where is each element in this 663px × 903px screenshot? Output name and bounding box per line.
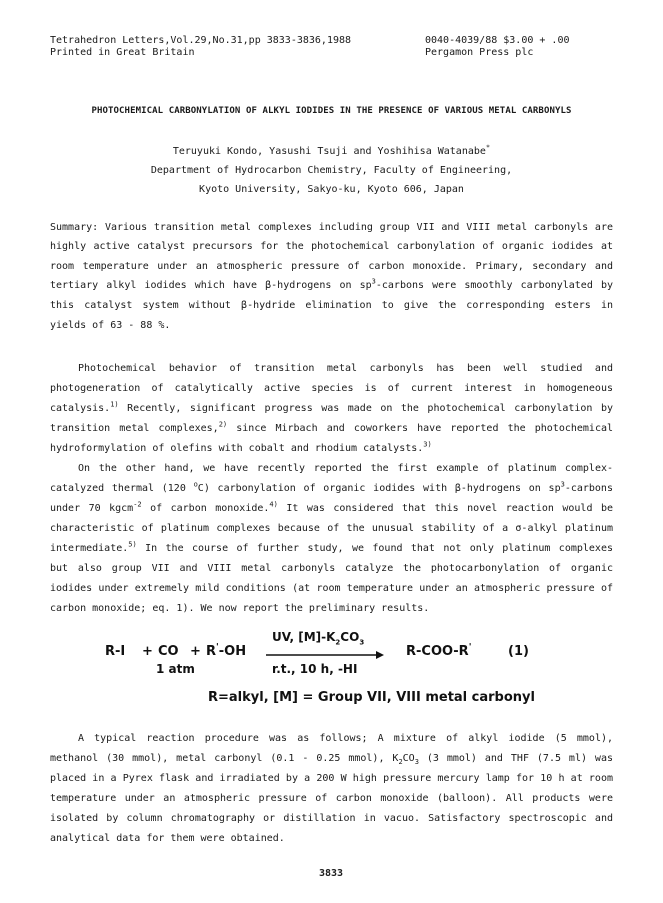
subscript: 2	[398, 758, 403, 766]
product-ester	[406, 644, 471, 659]
body-line	[50, 540, 613, 555]
superscript: 3	[371, 277, 376, 286]
body-line	[50, 753, 613, 765]
body-line: Photochemical behavior of transition metal carbonyls has been well studied and	[78, 363, 613, 374]
summary-line: highly active catalyst precursors for the photochemical carbonylation of organic iodides at	[50, 241, 613, 252]
reaction-arrow	[266, 650, 384, 660]
body-text: -carbons	[564, 483, 613, 494]
conditions-text: UV, [M]-K	[272, 630, 336, 644]
reference-mark: 1)	[110, 400, 119, 409]
reference-mark: 4)	[269, 500, 278, 509]
degree-mark: o	[193, 480, 198, 489]
body-text: catalyzed thermal (120	[50, 483, 194, 494]
body-line	[50, 440, 432, 455]
reaction-conditions-above	[272, 630, 365, 647]
body-text: In the course of further study, we found that not only platinum complexes	[136, 543, 613, 554]
body-line: characteristic of platinum complexes because of the unusual stability of a σ-alkyl platinum	[50, 523, 613, 534]
plus-sign: +	[190, 644, 201, 659]
body-line	[50, 400, 613, 415]
body-text: intermediate.	[50, 543, 129, 554]
body-text: hydroformylation of olefins with cobalt and rhodium catalysts.	[50, 443, 424, 454]
body-text: transition metal complexes,	[50, 423, 219, 434]
authors	[50, 143, 613, 158]
subscript: 3	[359, 638, 365, 647]
body-text: since Mirbach and coworkers have reported the photochemical	[227, 423, 613, 434]
summary-line: Summary: Various transition metal complexes including group VII and VIII metal carbonyls are	[50, 222, 613, 233]
body-text: (3 mmol) and THF (7.5 ml) was	[418, 753, 613, 764]
summary-line: yields of 63 - 88 %.	[50, 320, 171, 331]
body-line: isolated by column chromatography or distillation in vacuo. Satisfactory spectroscopic and	[50, 813, 613, 824]
reaction-conditions-below: r.t., 10 h, -HI	[272, 662, 358, 676]
body-line: A typical reaction procedure was as follows; A mixture of alkyl iodide (5 mmol),	[78, 733, 613, 744]
reactant-alkyl-iodide: R-I	[105, 644, 126, 659]
co-pressure: 1 atm	[156, 662, 195, 676]
conditions-text: CO	[340, 630, 360, 644]
body-text: under 70 kgcm	[50, 503, 134, 514]
plus-sign: +	[142, 644, 153, 659]
body-text: C) carbonylation of organic iodides with β-hydrogens on sp	[197, 483, 561, 494]
product-text: R-COO-R	[406, 644, 469, 659]
superscript: -2	[133, 500, 142, 509]
equation-number: (1)	[508, 644, 529, 659]
body-line: carbon monoxide; eq. 1). We now report the preliminary results.	[50, 603, 430, 614]
summary-line: room temperature under an atmospheric pressure of carbon monoxide. Primary, secondary and	[50, 261, 613, 272]
reaction-equation	[50, 630, 613, 710]
body-line: placed in a Pyrex flask and irradiated by a 200 W high pressure mercury lamp for 10 h at room	[50, 773, 613, 784]
affiliation-line-2: Kyoto University, Sakyo-ku, Kyoto 606, Japan	[199, 184, 464, 195]
prime-mark: '	[468, 642, 472, 653]
printed-location: Printed in Great Britain	[50, 47, 195, 58]
body-text: It was considered that this novel reaction would be	[277, 503, 613, 514]
body-line	[50, 500, 613, 515]
body-line: analytical data for them were obtained.	[50, 833, 285, 844]
body-text: of carbon monoxide.	[141, 503, 270, 514]
reference-mark: 5)	[128, 540, 137, 549]
reference-mark: 2)	[218, 420, 228, 429]
superscript: 3	[560, 480, 565, 489]
body-line: iodides under extremely mild conditions (at room temperature under an atmospheric pressure of	[50, 583, 613, 594]
body-line: On the other hand, we have recently reported the first example of platinum complex-	[78, 463, 613, 474]
article-title: PHOTOCHEMICAL CARBONYLATION OF ALKYL IODIDES IN THE PRESENCE OF VARIOUS METAL CARBONYLS	[91, 106, 572, 116]
subscript: 3	[414, 758, 419, 766]
body-text: methanol (30 mmol), metal carbonyl (0.1 - 0.25 mmol), K	[50, 753, 399, 764]
affiliation-line-1: Department of Hydrocarbon Chemistry, Faculty of Engineering,	[150, 165, 513, 176]
body-line	[50, 420, 613, 435]
body-line: but also group VII and VIII metal carbonyls catalyze the photocarbonylation of organic	[50, 563, 613, 574]
summary-text: -carbons were smoothly carbonylated by	[375, 280, 614, 291]
reactant-co: CO	[158, 644, 179, 659]
body-text: Recently, significant progress was made on the photochemical carbonylation by	[118, 403, 613, 414]
subscript: 2	[335, 638, 341, 647]
journal-citation: Tetrahedron Letters,Vol.29,No.31,pp 3833-3836,1988	[50, 35, 352, 46]
reactant-alcohol	[206, 644, 246, 659]
body-line: temperature under an atmospheric pressure of carbon monoxide (balloon). All products were	[50, 793, 613, 804]
page-number: 3833	[318, 868, 344, 879]
body-line: photogeneration of catalytically active species is of current interest in homogeneous	[50, 383, 613, 394]
alcohol-oh: -OH	[218, 644, 247, 659]
equation-legend: R=alkyl, [M] = Group VII, VIII metal carbonyl	[208, 690, 535, 705]
body-text: CO	[402, 753, 415, 764]
summary-line	[50, 277, 614, 292]
reference-mark: 3)	[423, 440, 432, 449]
author-names: Teruyuki Kondo, Yasushi Tsuji and Yoshihisa Watanabe	[172, 146, 486, 157]
summary-text: tertiary alkyl iodides which have β-hydrogens on sp	[50, 280, 372, 291]
summary-line: this catalyst system without β-hydride elimination to give the corresponding esters in	[50, 300, 613, 311]
alcohol-r: R	[206, 644, 217, 659]
body-line	[50, 480, 613, 495]
corresponding-author-mark: *	[485, 143, 491, 152]
prime-mark: '	[216, 642, 219, 653]
issn-price: 0040-4039/88 $3.00 + .00	[425, 35, 570, 46]
publisher: Pergamon Press plc	[425, 47, 534, 58]
body-text: catalysis.	[50, 403, 111, 414]
